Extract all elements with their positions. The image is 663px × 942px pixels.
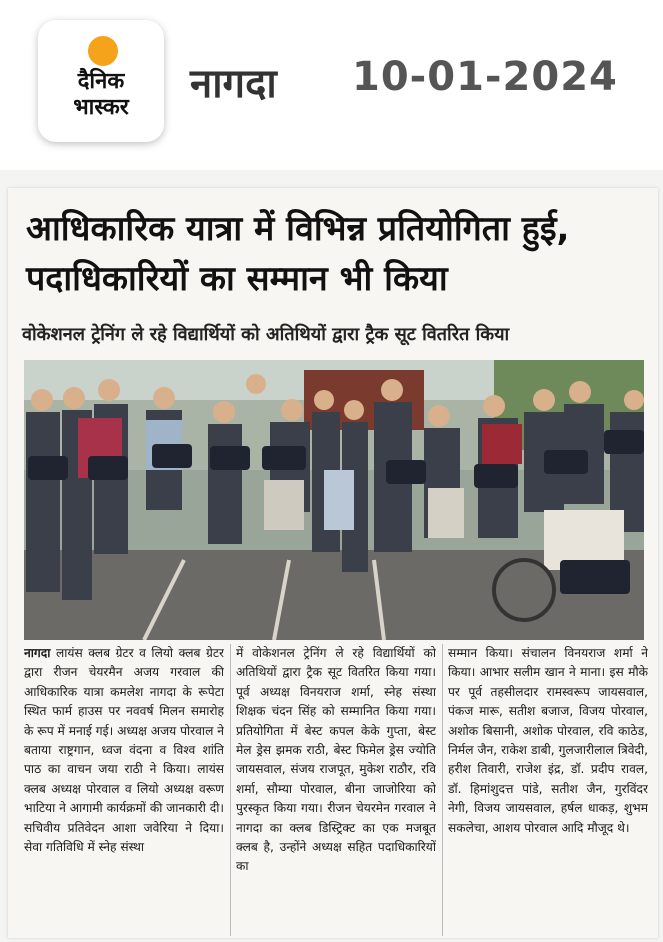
logo-text-line2: भास्कर [73, 95, 129, 120]
article-column-3 [442, 644, 648, 936]
logo-text-line1: दैनिक [77, 69, 125, 94]
dateline: नागदा [24, 646, 51, 660]
column-1-text: लायंस क्लब ग्रेटर व लियो क्लब ग्रेटर द्वारा रीजन चेयरमैन अजय गरवाल की आधिकारिक यात्रा कमलेश नागदा के रूपेटा स्थित फार्म हाउस पर नववर्ष मिलन समारोह के रूप में मनाई गई। अध्यक्ष अजय पोरवाल ने बताया राष्ट्रगान, ध्वज वंदना व विश्व शांति पाठ का वाचन जया राठी ने किया। लायंस क्लब अध्यक्ष पोरवाल व लियो अध्यक्ष वरूण भाटिया ने आगामी कार्यक्रमों की जानकारी दी। सचिवीय प्रतिवेदन आशा जवेरिया ने दिया। सेवा गतिविधि में स्नेह संस्था [24, 646, 224, 855]
edition-name: नागदा [190, 61, 277, 107]
article-photo [24, 360, 644, 640]
header-bar [0, 0, 663, 170]
dainik-bhaskar-logo [38, 20, 164, 142]
article-subheadline: वोकेशनल ट्रेनिंग ले रहे विद्यार्थियों को अतिथियों द्वारा ट्रैक सूट वितरित किया [22, 324, 510, 345]
column-2-text: में वोकेशनल ट्रेनिंग ले रहे विद्यार्थियों को अतिथियों द्वारा ट्रैक सूट वितरित किया गया। पूर्व अध्यक्ष विनयराज शर्मा, स्नेह संस्था शिक्षक चंदन सिंह को सम्मानित किया गया। प्रतियोगिता में बेस्ट कपल केके गुप्ता, बेस्ट मेल ड्रेस झमक राठी, बेस्ट फिमेल ड्रेस ज्योति जायसवाल, संजय राजपूत, मुकेश राठौर, रवि शर्मा, सौम्या पोरवाल, बीना जाजोरिया को पुरस्कृत किया गया। रीजन चेयरमेन गरवाल ने नागदा का क्लब डिस्ट्रिक्ट का एक मजबूत क्लब है, उन्होंने अध्यक्ष सहित पदाधिकारियों का [236, 646, 436, 874]
article-column-1 [24, 644, 224, 936]
group-photo-illustration [24, 360, 644, 640]
article-column-2 [230, 644, 436, 936]
sun-icon [88, 36, 118, 66]
article-headline: आधिकारिक यात्रा में विभिन्न प्रतियोगिता हुई, पदाधिकारियों का सम्मान भी किया [26, 209, 570, 299]
article-body [24, 644, 648, 936]
column-3-text: सम्मान किया। संचालन विनयराज शर्मा ने किया। आभार सलीम खान ने माना। इस मौके पर पूर्व तहसीलदार रामस्वरूप जायसवाल, पंकज मारू, सतीश बजाज, विजय पोरवाल, अशोक बिसानी, अशोक पोरवाल, रवि काठेड, निर्मल जैन, राकेश डाबी, गुलजारीलाल त्रिवेदी, हरीश तिवारी, राजेश इंद्र, डॉ. प्रदीप रावल, डॉ. हिमांशुदत्त पांडे, सतीश जैन, गुरविंदर नेगी, विजय जायसवाल, हर्षल धाकड़, शुभम सकलेचा, आशय पोरवाल आदि मौजूद थे। [448, 646, 648, 835]
publication-date: 10-01-2024 [352, 54, 618, 100]
